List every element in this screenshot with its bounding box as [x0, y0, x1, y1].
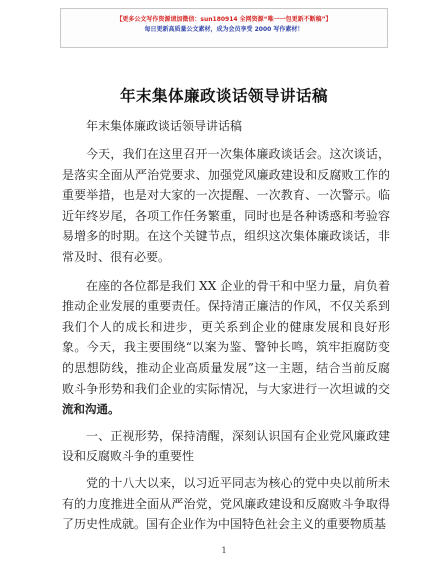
page-number: 1: [221, 546, 227, 555]
paragraph-1: 今天，我们在这里召开一次集体廉政谈话会。这次谈话，是落实全面从严治党要求、加强党风廉政建设和反腐败工作的重要举措，也是对大家的一次提醒、一次教育、一次警示。临近年终岁尾，各项工作任务繁重，同时也是各种诱惑和考验容易增多的时期。在这个关键节点，组织这次集体廉政谈话，非常及时、很有必要。: [62, 147, 390, 264]
promo-banner[interactable]: [60, 8, 388, 48]
document-body: [62, 144, 390, 541]
paragraph-2: [62, 276, 390, 420]
paragraph-2-text: 在座的各位都是我们 XX 企业的骨干和中坚力量，肩负着推动企业发展的重要责任。保持清正廉洁的作风，不仅关系到我们个人的成长和进步，更关系到企业的健康发展和良好形象。今天，我主要围绕“以案为鉴、警钟长鸣，筑牢拒腐防变的思想防线，推动企业高质量发展”这一主题，结合当前反腐败斗争形势和我们企业的实际情况，与大家进行一次坦诚的交: [62, 278, 390, 396]
paragraph-2-tail: 流和沟通。: [62, 402, 120, 417]
promo-banner-line1: 【更多公文写作资源请加微信：sun180914 全网资源“唯一一包更新不断稿”】: [116, 16, 332, 23]
promo-banner-line2: 每日更新高质量公文素材，成为会员享受 2000 写作素材！: [144, 26, 304, 33]
document-subtitle: 年末集体廉政谈话领导讲话稿: [86, 119, 243, 133]
document-title: 年末集体廉政谈话领导讲话稿: [119, 87, 328, 105]
section-heading-1: 一、正视形势，保持清醒，深刻认识国有企业党风廉政建设和反腐败斗争的重要性: [62, 428, 390, 464]
paragraph-3: 党的十八大以来，以习近平同志为核心的党中央以前所未有的力度推进全面从严治党，党风廉政建设和反腐败斗争取得了历史性成就。国有企业作为中国特色社会主义的重要物质基: [62, 475, 390, 532]
